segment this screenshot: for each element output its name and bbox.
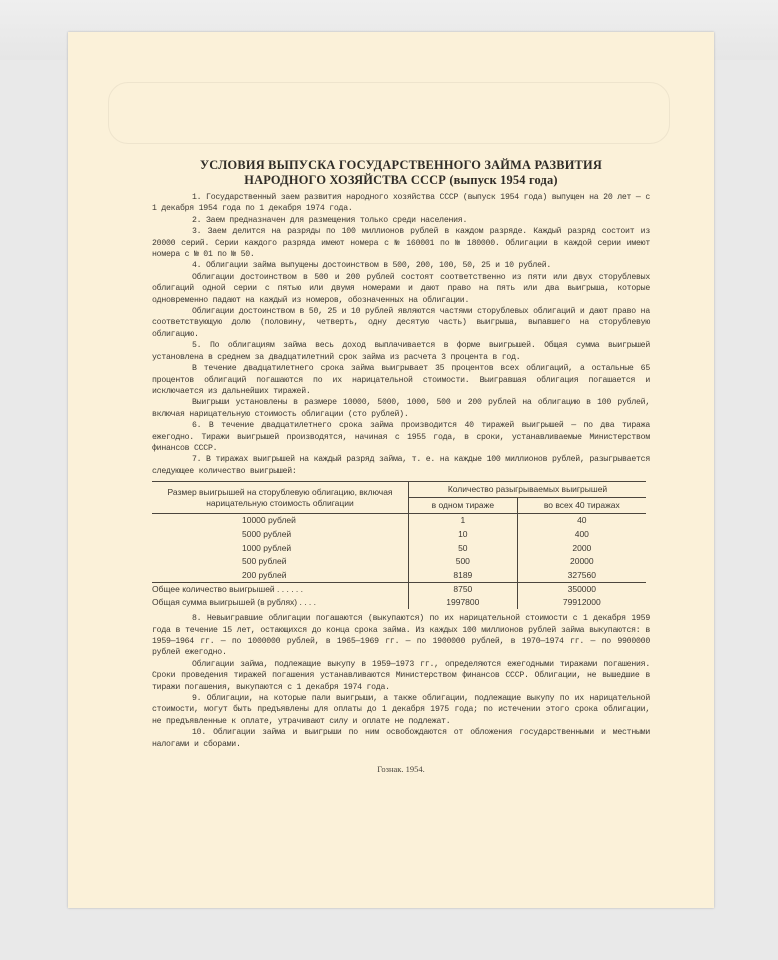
total-row <box>152 596 646 609</box>
all-draws-cell: 20000 <box>570 556 594 567</box>
title-line: УСЛОВИЯ ВЫПУСКА ГОСУДАРСТВЕННОГО ЗАЙМА РАЗВИТИЯ <box>199 158 603 172</box>
paragraph: Выигрыши установлены в размере 10000, 5000, 1000, 500 и 200 рублей на облигацию в 100 рублей, включая нарицательную стоимость облигации (сто рублей). <box>152 398 650 419</box>
total-one-draw: 8750 <box>409 583 518 597</box>
paragraph: 8. Невыигравшие облигации погашаются (выкупаются) по их нарицательной стоимости с 1 декабря 1959 года в течение 15 лет, остающихся до конца срока займа. Из каждых 100 миллионов рублей займа выкупаются: в 1959—1964 гг. — по 1000000 рублей, в 1965—1969 гг. — по 1900000 рублей, в 1970—1974 гг. — по 9900000 рублей ежегодно. <box>152 614 650 658</box>
paragraph: Облигации достоинством в 50, 25 и 10 рублей являются частями сторублевых облигаций и дают право на соответствующую долю (половину, четверть, одну десятую часть) выигрыша, выпавшего на сторублевую облигацию. <box>152 307 650 339</box>
paragraph: Облигации займа, подлежащие выкупу в 1959—1973 гг., определяются ежегодными тиражами погашения. Сроки проведения тиражей погашения устанавливаются Министерством финансов СССР. Облигации, не вышедшие в тиражи погашения, выкупаются с 1 декабря 1974 года. <box>152 659 650 692</box>
paragraph: 5. По облигациям займа весь доход выплачивается в форме выигрышей. Общая сумма выигрышей установлена в среднем за двадцатилетний срок займа из расчета 3 процента в год. <box>152 341 650 362</box>
winning-size-cell: 1000 рублей <box>152 541 409 555</box>
all-draws-cell: 327560 <box>567 569 596 580</box>
winning-size-cell: 200 рублей <box>152 569 409 583</box>
table-row <box>152 541 646 555</box>
all-draws-cell: 2000 <box>572 542 592 553</box>
paragraph: Облигации достоинством в 500 и 200 рублей состоят соответственно из пяти или двух сторублевых облигаций одной серии с пятью или двумя номерами и дают право на пять или два выигрыша, которые одновременно падают на каждый из номеров, обозначенных на облигации. <box>152 272 650 305</box>
total-label: Общая сумма выигрышей (в рублях) . . . . <box>152 596 409 609</box>
header-all-draws: во всех 40 тиражах <box>517 498 646 514</box>
paragraph: 6. В течение двадцатилетнего срока займа производится 40 тиражей выигрышей — по два тиража ежегодно. Тиражи выигрышей производятся, начиная с 1955 года, в сроки, устанавливаемые Министерством финансов СССР. <box>152 421 650 453</box>
printer-mark: Гознак. 1954. <box>377 764 425 774</box>
bond-back-page <box>68 32 714 908</box>
title-line: НАРОДНОГО ХОЗЯЙСТВА СССР (выпуск 1954 года) <box>244 173 558 187</box>
table-row <box>152 569 646 583</box>
winning-size-cell: 10000 рублей <box>152 514 409 528</box>
total-label: Общее количество выигрышей . . . . . . <box>152 583 409 597</box>
paragraph: 9. Облигации, на которые пали выигрыши, а также облигации, подлежащие выкупу по их нарицательной стоимости, могут быть предъявлены для оплаты до 1 декабря 1975 года; по истечении этого срока облигации, не предъявленные к оплате, утрачивают силу и оплате не подлежат. <box>152 693 650 726</box>
paragraph: 7. В тиражах выигрышей на каждый разряд займа, т. е. на каждые 100 миллионов рублей, разыгрывается следующее количество выигрышей: <box>152 455 650 476</box>
total-all-draws: 350000 <box>517 583 646 597</box>
winning-size-cell: 5000 рублей <box>152 528 409 542</box>
paragraph: 4. Облигации займа выпущены достоинством в 500, 200, 100, 50, 25 и 10 рублей. <box>192 261 552 271</box>
winnings-table <box>152 481 646 609</box>
conditions-text <box>152 192 650 477</box>
total-all-draws: 79912000 <box>562 597 601 608</box>
header-winnings-count: Количество разыгрываемых выигрышей <box>409 482 647 498</box>
one-draw-cell: 500 <box>409 555 518 569</box>
one-draw-cell: 8189 <box>409 569 518 583</box>
bond-conditions <box>152 32 650 774</box>
header-winning-size: Размер выигрышей на сторублевую облигацию, включая нарицательную стоимость облигации <box>152 482 409 514</box>
total-one-draw: 1997800 <box>409 596 518 609</box>
header-one-draw: в одном тираже <box>409 498 518 514</box>
winning-size-cell: 500 рублей <box>152 555 409 569</box>
paragraph: В течение двадцатилетнего срока займа выигрывает 35 процентов всех облигаций, а остальные 65 процентов облигаций погашаются по их нарицательной стоимости. Выигравшая облигация погашается и исключается из дальнейших тиражей. <box>152 364 650 396</box>
paragraph: 10. Облигации займа и выигрыши по ним освобождаются от обложения государственными и местными налогами и сборами. <box>152 728 650 749</box>
paragraph: 3. Заем делится на разряды по 100 миллионов рублей в каждом разряде. Каждый разряд состоит из 20000 серий. Серии каждого разряда имеют номера с № 160001 по № 180000. Облигации в каждой серии имеют номера с № 01 по № 50. <box>152 227 650 260</box>
table-row <box>152 528 646 542</box>
paragraph: 2. Заем предназначен для размещения только среди населения. <box>192 215 468 225</box>
document-title <box>152 158 650 188</box>
all-draws-cell: 40 <box>577 515 587 526</box>
paragraph: 1. Государственный заем развития народного хозяйства СССР (выпуск 1954 года) выпущен на 20 лет — с 1 декабря 1954 года по 1 декабря 1974 года. <box>152 193 650 214</box>
all-draws-cell: 400 <box>574 529 589 540</box>
one-draw-cell: 1 <box>409 514 518 528</box>
total-row <box>152 583 646 597</box>
table-row <box>152 555 646 569</box>
table-row <box>152 514 646 528</box>
one-draw-cell: 10 <box>409 528 518 542</box>
conditions-text-continued <box>152 613 650 750</box>
one-draw-cell: 50 <box>409 541 518 555</box>
